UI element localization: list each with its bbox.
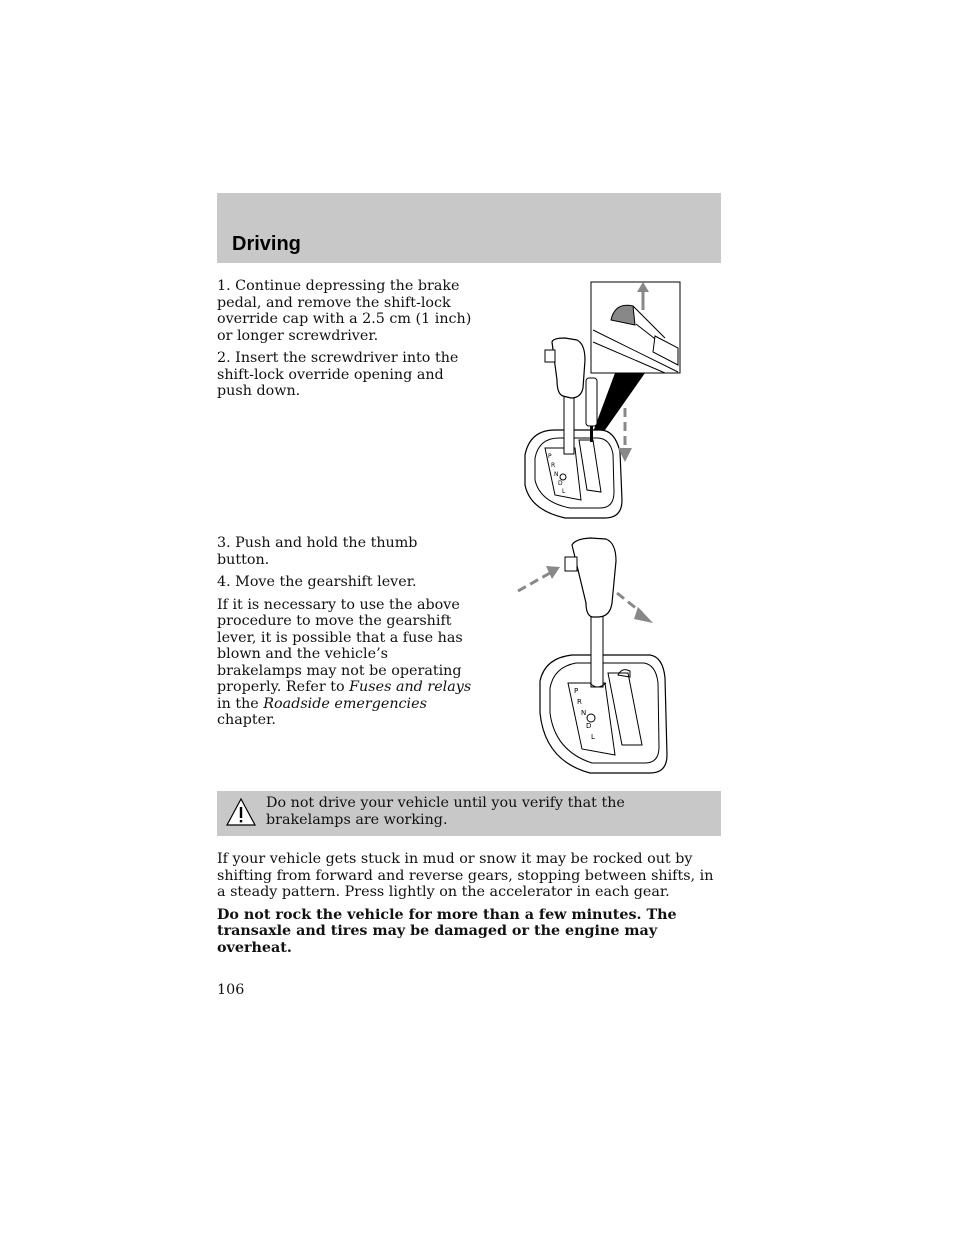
roadside-ref: Roadside emergencies xyxy=(263,695,427,712)
move-arrow-icon xyxy=(634,607,653,623)
gear-letter-p: P xyxy=(574,687,579,695)
warning-box xyxy=(217,791,721,836)
gear-letter-l: L xyxy=(591,733,595,741)
section-header xyxy=(217,193,721,263)
shift-lock-override-figure xyxy=(515,280,690,525)
gearshift-knob xyxy=(552,338,585,398)
rocking-section xyxy=(217,851,721,962)
step-3: 3. Push and hold the thumb button. xyxy=(217,535,418,568)
gear-letter-d: D xyxy=(558,480,563,487)
section-title: Driving xyxy=(232,233,301,255)
rocking-bold-warning: Do not rock the vehicle for more than a few minutes. The transaxle and tires may be damaged or the engine may overheat. xyxy=(217,906,677,956)
steps-lever xyxy=(217,535,472,735)
step-1: 1. Continue depressing the brake pedal, and remove the shift-lock override cap with a 2.5 cm (1 inch) or longer screwdriver. xyxy=(217,278,472,344)
step-2: 2. Insert the screwdriver into the shift-lock override opening and push down. xyxy=(217,350,459,399)
rocking-paragraph: If your vehicle gets stuck in mud or snow it may be rocked out by shifting from forward and reverse gears, stopping between shifts, in a steady pattern. Press lightly on the accelerator in each gear. xyxy=(217,851,714,900)
gear-letter-r: R xyxy=(577,698,582,706)
warning-triangle-icon xyxy=(225,797,257,827)
gear-letter-r: R xyxy=(551,462,556,469)
step-4: 4. Move the gearshift lever. xyxy=(217,574,417,590)
warning-text: Do not drive your vehicle until you verify that the brakelamps are working. xyxy=(266,795,625,828)
gear-letter-n: N xyxy=(581,709,587,717)
gear-letter-p: P xyxy=(548,453,552,460)
thumb-button xyxy=(565,557,577,571)
screwdriver xyxy=(586,378,597,426)
steps-override xyxy=(217,278,477,406)
fuse-note: If it is necessary to use the above procedure to move the gearshift lever, it is possible that a fuse has blown and the vehicle’s brakelamps may not be operating properly. Refer to Fuses and relays in the Roadside emergencies chapter. xyxy=(217,596,472,728)
gear-letter-l: L xyxy=(562,488,566,495)
gear-letter-n: N xyxy=(554,471,559,478)
fuses-relays-ref: Fuses and relays xyxy=(349,679,472,695)
gear-letter-d: D xyxy=(586,722,592,730)
gearshift-knob xyxy=(572,538,616,617)
thumb-button-figure xyxy=(510,533,675,778)
page-number: 106 xyxy=(217,982,245,998)
